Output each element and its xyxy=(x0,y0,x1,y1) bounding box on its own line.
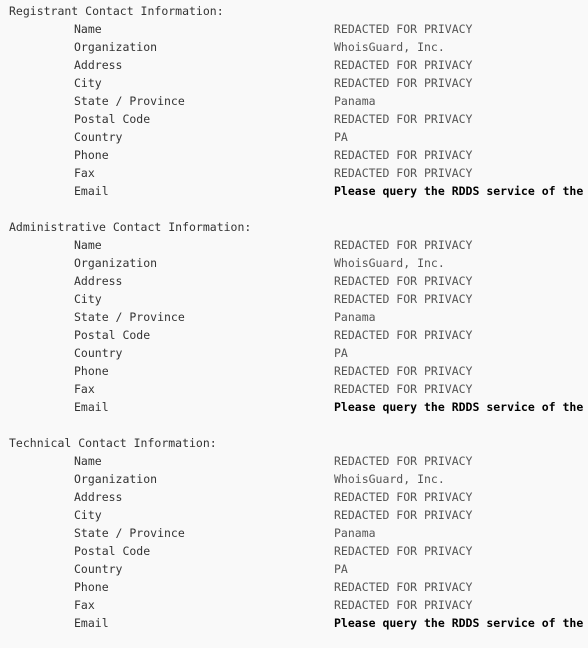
contact-row-state xyxy=(0,524,588,542)
field-label: Postal Code xyxy=(74,328,151,342)
field-value: REDACTED FOR PRIVACY xyxy=(334,274,473,288)
field-value: REDACTED FOR PRIVACY xyxy=(334,148,473,162)
contact-row-phone xyxy=(0,362,588,380)
field-label: Address xyxy=(74,58,123,72)
contact-row-name xyxy=(0,236,588,254)
field-value: REDACTED FOR PRIVACY xyxy=(334,580,473,594)
field-label: Organization xyxy=(74,40,158,54)
contact-row-address xyxy=(0,56,588,74)
field-label: City xyxy=(74,76,102,90)
field-label: Fax xyxy=(74,166,95,180)
section-title: Administrative Contact Information: xyxy=(9,220,252,234)
contact-row-email xyxy=(0,398,588,416)
field-label: Address xyxy=(74,274,123,288)
contact-row-postal-code xyxy=(0,110,588,128)
contact-row-postal-code xyxy=(0,326,588,344)
field-label: Email xyxy=(74,616,109,630)
field-value: Panama xyxy=(334,310,376,324)
field-value: WhoisGuard, Inc. xyxy=(334,472,445,486)
field-value: Please query the RDDS service of the xyxy=(334,400,584,414)
field-value: Please query the RDDS service of the xyxy=(334,184,584,198)
section-title: Technical Contact Information: xyxy=(9,436,217,450)
field-value: REDACTED FOR PRIVACY xyxy=(334,22,473,36)
field-label: Address xyxy=(74,490,123,504)
field-value: REDACTED FOR PRIVACY xyxy=(334,382,473,396)
field-label: Postal Code xyxy=(74,112,151,126)
section-title: Registrant Contact Information: xyxy=(9,4,224,18)
field-value: REDACTED FOR PRIVACY xyxy=(334,598,473,612)
contact-row-fax xyxy=(0,380,588,398)
field-label: Phone xyxy=(74,580,109,594)
field-label: City xyxy=(74,508,102,522)
field-value: REDACTED FOR PRIVACY xyxy=(334,328,473,342)
field-value: REDACTED FOR PRIVACY xyxy=(334,58,473,72)
field-label: Name xyxy=(74,22,102,36)
contact-row-organization xyxy=(0,38,588,56)
field-label: City xyxy=(74,292,102,306)
field-value: REDACTED FOR PRIVACY xyxy=(334,544,473,558)
contact-row-organization xyxy=(0,470,588,488)
field-label: Phone xyxy=(74,148,109,162)
contact-row-country xyxy=(0,344,588,362)
field-label: Fax xyxy=(74,598,95,612)
field-value: PA xyxy=(334,130,348,144)
contact-row-country xyxy=(0,560,588,578)
contact-row-email xyxy=(0,614,588,632)
field-value: Panama xyxy=(334,526,376,540)
field-label: State / Province xyxy=(74,310,185,324)
field-value: REDACTED FOR PRIVACY xyxy=(334,76,473,90)
contact-row-fax xyxy=(0,596,588,614)
field-value: REDACTED FOR PRIVACY xyxy=(334,166,473,180)
field-label: State / Province xyxy=(74,94,185,108)
contact-row-address xyxy=(0,488,588,506)
field-label: Email xyxy=(74,400,109,414)
contact-row-organization xyxy=(0,254,588,272)
field-value: Panama xyxy=(334,94,376,108)
field-value: REDACTED FOR PRIVACY xyxy=(334,508,473,522)
field-value: REDACTED FOR PRIVACY xyxy=(334,112,473,126)
field-label: State / Province xyxy=(74,526,185,540)
contact-row-city xyxy=(0,506,588,524)
field-value: REDACTED FOR PRIVACY xyxy=(334,292,473,306)
field-label: Organization xyxy=(74,256,158,270)
field-label: Name xyxy=(74,238,102,252)
field-value: Please query the RDDS service of the xyxy=(334,616,584,630)
field-value: REDACTED FOR PRIVACY xyxy=(334,490,473,504)
field-value: WhoisGuard, Inc. xyxy=(334,40,445,54)
field-label: Fax xyxy=(74,382,95,396)
contact-row-phone xyxy=(0,146,588,164)
contact-row-phone xyxy=(0,578,588,596)
contact-row-postal-code xyxy=(0,542,588,560)
contact-row-fax xyxy=(0,164,588,182)
contact-row-address xyxy=(0,272,588,290)
field-label: Email xyxy=(74,184,109,198)
field-label: Country xyxy=(74,130,123,144)
contact-row-state xyxy=(0,308,588,326)
contact-row-email xyxy=(0,182,588,200)
contact-row-name xyxy=(0,452,588,470)
contact-row-city xyxy=(0,74,588,92)
contact-row-country xyxy=(0,128,588,146)
contact-row-name xyxy=(0,20,588,38)
field-value: PA xyxy=(334,346,348,360)
contact-row-city xyxy=(0,290,588,308)
field-label: Name xyxy=(74,454,102,468)
field-value: WhoisGuard, Inc. xyxy=(334,256,445,270)
field-value: REDACTED FOR PRIVACY xyxy=(334,238,473,252)
field-label: Organization xyxy=(74,472,158,486)
contact-row-state xyxy=(0,92,588,110)
field-label: Country xyxy=(74,562,123,576)
field-label: Phone xyxy=(74,364,109,378)
field-value: PA xyxy=(334,562,348,576)
field-label: Country xyxy=(74,346,123,360)
field-value: REDACTED FOR PRIVACY xyxy=(334,454,473,468)
field-label: Postal Code xyxy=(74,544,151,558)
field-value: REDACTED FOR PRIVACY xyxy=(334,364,473,378)
